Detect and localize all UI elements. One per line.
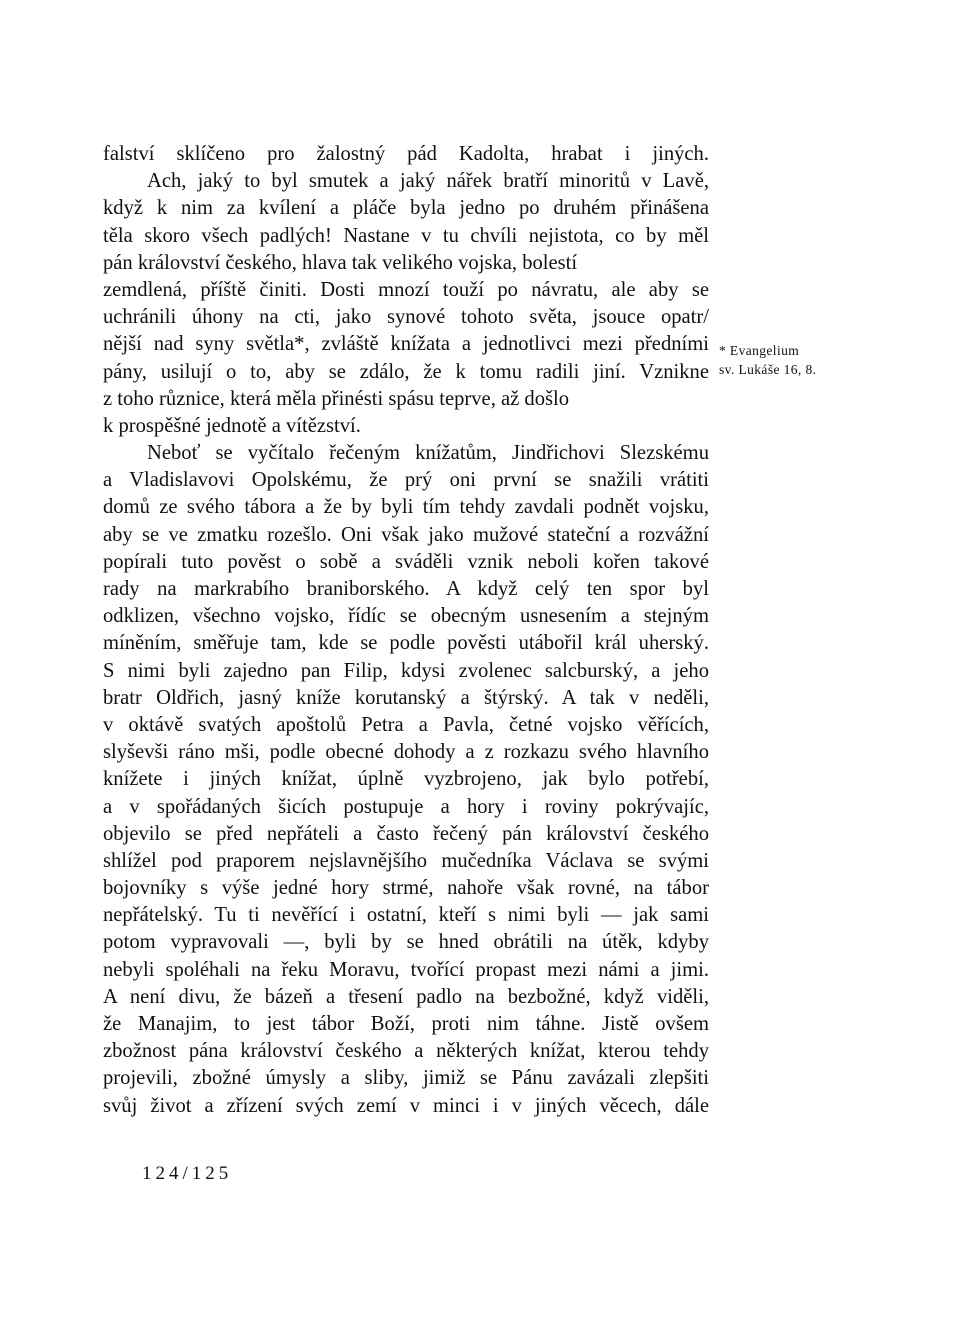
text-line: že Manajim, to jest tábor Boží, proti nim táhne. Jistě ovšem — [103, 1013, 709, 1035]
text-line: bratr Oldřich, jasný kníže korutanský a štýrský. A tak v neděli, — [103, 686, 709, 709]
text-line: Ach, jaký to byl smutek a jaký nářek bratří minoritů v Lavě, — [147, 170, 709, 193]
text-line: zemdlená, příště činiti. Dosti mnozí touží po návratu, ale aby se — [103, 278, 709, 301]
margin-note — [719, 341, 859, 379]
text-line: aby se ve zmatku rozešlo. Oni však jako mužové stateční a rozvážní — [103, 523, 709, 546]
margin-note-line: sv. Lukáše 16, 8. — [719, 362, 817, 377]
text-line: potom vypravovali —, byli by se hned obrátili na útěk, kdyby — [103, 931, 709, 954]
text-line: nepřátelský. Tu ti nevěřící i ostatní, kteří s nimi byli — jak sami — [103, 904, 709, 927]
text-line: a Vladislavovi Opolskému, že prý oni první se snažili vrátiti — [103, 469, 709, 492]
text-line: nebyli spoléhali na řeku Moravu, tvořící propast mezi námi a jimi. — [103, 958, 709, 981]
text-line: v oktávě svatých apoštolů Petra a Pavla, četné vojsko věřících, — [103, 713, 709, 736]
text-line: k prospěšné jednotě a vítězství. — [103, 414, 361, 437]
text-line: nější nad syny světla*, zvláště knížata a jednotlivci mezi předními — [103, 333, 709, 356]
text-line: Neboť se vyčítalo řečeným knížatům, Jindřichovi Slezskému — [147, 442, 709, 465]
text-line: svůj život a zřízení svých zemí v minci i v jiných věcech, dále — [103, 1094, 709, 1117]
text-line: uchránili úhony na cti, jako synové tohoto světa, jsouce opatr/ — [103, 306, 709, 329]
text-line: objevilo se před nepřáteli a často řečený pán království českého — [103, 822, 709, 845]
text-line: bojovníky s výše jedné hory strmé, nahoře však rovné, na tábor — [103, 877, 709, 900]
margin-note-line: * Evangelium — [719, 343, 800, 358]
text-line: rady na markrabího braniborského. A když celý ten spor byl — [103, 578, 709, 600]
text-line: S nimi byli zajedno pan Filip, kdysi zvolenec salcburský, a jeho — [103, 659, 709, 682]
text-line: a v spořádaných šicích postupuje a hory i roviny pokrývajíc, — [103, 795, 709, 818]
text-line: míněním, směřuje tam, kde se podle pověsti utábořil král uherský. — [103, 632, 709, 655]
text-line: z toho různice, která měla přinésti spásu teprve, až došlo — [103, 387, 570, 410]
text-line: A není divu, že bázeň a třesení padlo na bezbožné, když viděli, — [103, 985, 709, 1008]
text-line: knížete i jiných knížat, úplně vyzbrojeno, jak bylo potřebí, — [103, 768, 709, 791]
text-line: zbožnost pána království českého a některých knížat, kterou tehdy — [103, 1040, 709, 1063]
text-line: falství sklíčeno pro žalostný pád Kadolta, hrabat i jiných. — [103, 143, 709, 165]
text-line: pány, usilují o to, aby se zdálo, že k tomu radili jiní. Vznikne — [103, 360, 709, 383]
text-line: pán království českého, hlava tak velikého vojska, bolestí — [103, 251, 578, 274]
text-line: shlížel pod praporem nejslavnějšího mučedníka Václava se svými — [103, 849, 709, 872]
text-line: projevili, zbožné úmysly a sliby, jimiž se Pánu zavázali zlepšiti — [103, 1067, 709, 1090]
body-text — [103, 141, 709, 1120]
text-line: když k nim za kvílení a pláče byla jedno po druhém přinášena — [103, 197, 709, 220]
text-line: odklizen, všechno vojsko, řídíc se obecným usnesením a stejným — [103, 605, 709, 628]
text-line: domů ze svého tábora a že by byli tím tehdy zavdali podnět vojsku, — [103, 496, 709, 519]
text-line: slyševši ráno mši, podle obecné dohody a z rozkazu svého hlavního — [103, 741, 709, 764]
page-number: 124/125 — [142, 1163, 233, 1184]
text-line: těla skoro všech padlých! Nastane v tu chvíli nejistota, co by měl — [103, 224, 709, 247]
text-line: popírali tuto pověst o sobě a sváděli vznik neboli kořen takové — [103, 550, 709, 573]
